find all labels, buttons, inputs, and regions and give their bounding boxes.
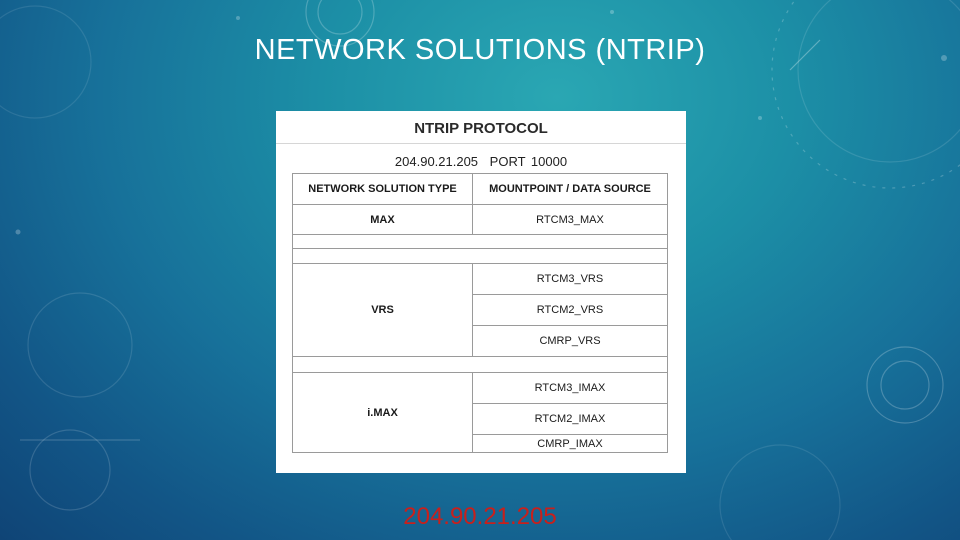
table-heading: NTRIP PROTOCOL — [414, 120, 548, 137]
mountpoint-table — [292, 173, 668, 453]
column-header-mountpoint: MOUNTPOINT / DATA SOURCE — [489, 183, 651, 195]
footer-ip-address: 204.90.21.205 — [403, 503, 557, 530]
server-info — [276, 154, 686, 169]
heading-divider — [276, 143, 686, 144]
mountpoint-cell: RTCM2_VRS — [536, 304, 604, 316]
column-header-solution-type: NETWORK SOLUTION TYPE — [308, 183, 457, 195]
solution-type-max: MAX — [370, 213, 395, 226]
solution-type-imax: i.MAX — [367, 406, 398, 419]
mountpoint-cell: RTCM3_IMAX — [534, 382, 606, 394]
server-port: PORT 10000 — [489, 154, 568, 169]
mountpoint-cell: RTCM3_MAX — [536, 213, 604, 226]
mountpoint-cell: CMRP_IMAX — [537, 437, 603, 450]
slide-title: NETWORK SOLUTIONS (NTRIP) — [254, 34, 706, 66]
mountpoint-cell: CMRP_VRS — [539, 335, 601, 347]
solution-type-vrs: VRS — [371, 304, 394, 316]
ntrip-table-image — [276, 111, 686, 473]
mountpoint-cell: RTCM2_IMAX — [534, 413, 606, 425]
mountpoint-cell: RTCM3_VRS — [536, 273, 604, 285]
server-ip: 204.90.21.205 — [394, 154, 479, 169]
row-divider — [293, 248, 667, 249]
row-divider — [293, 234, 667, 235]
row-divider — [293, 356, 667, 357]
